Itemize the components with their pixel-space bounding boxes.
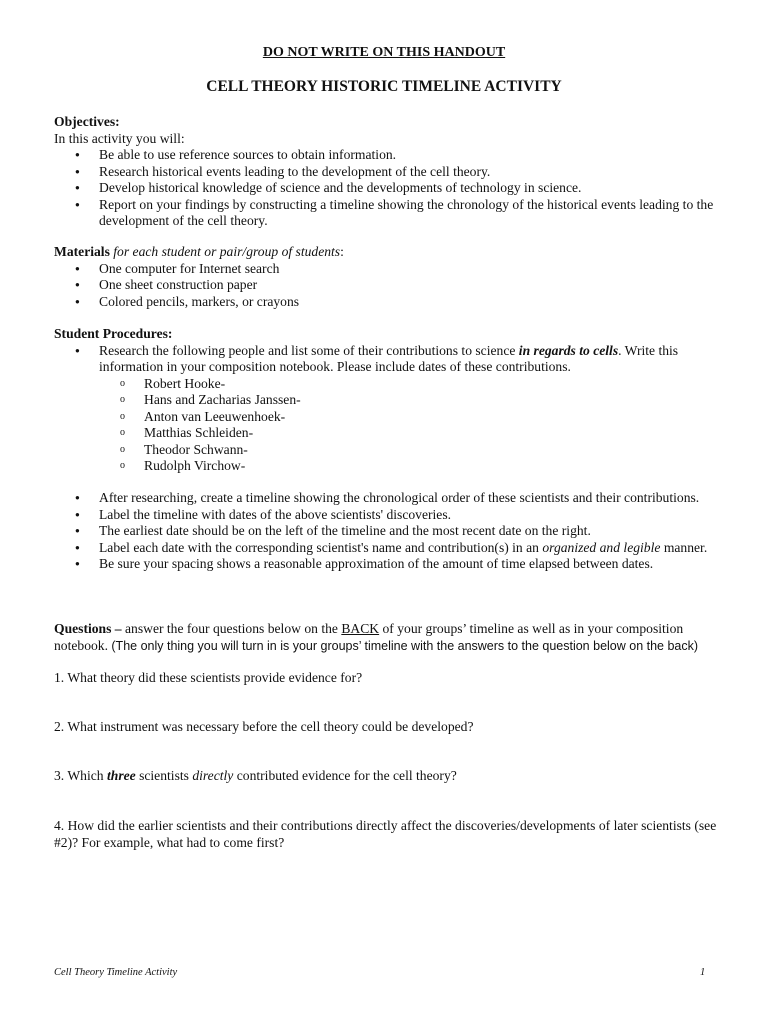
question-3 (54, 768, 724, 785)
step-text-end: manner. (660, 539, 708, 555)
question-4: 4. How did the earlier scientists and their contributions directly affect the discoveries/developments of later scientists (see #2)? For example, what had to come first? (54, 818, 717, 850)
q3-text-end: contributed evidence for the cell theory? (233, 768, 457, 783)
scientist-item: o Theodor Schwann- (54, 442, 724, 459)
scientist-item: o Anton van Leeuwenhoek- (54, 409, 724, 426)
questions-intro-text: answer the four questions below on the (121, 621, 342, 636)
materials-colon: : (340, 244, 344, 259)
back-emphasis: BACK (341, 621, 380, 636)
objectives-title: Objectives: (54, 114, 120, 129)
footer-title: Cell Theory Timeline Activity (54, 967, 178, 978)
materials-section (54, 244, 724, 310)
turn-in-note: (The only thing you will turn in is your groups’ timeline with the answers to the question below on the back) (111, 638, 699, 653)
material-item: ● Colored pencils, markers, or crayons (54, 294, 724, 311)
scientist-item: o Matthias Schleiden- (54, 425, 724, 442)
questions-intro (54, 621, 724, 654)
procedure-step: ● The earliest date should be on the left of the timeline and the most recent date on the right. (54, 523, 724, 540)
scientist-item: o Rudolph Virchow- (54, 458, 724, 475)
objective-item: ● Be able to use reference sources to obtain information. (54, 147, 724, 164)
objective-item: ● Develop historical knowledge of science and the developments of technology in science. (54, 180, 724, 197)
research-text: Research the following people and list some of their contributions to science (99, 342, 519, 358)
page-title: CELL THEORY HISTORIC TIMELINE ACTIVITY (206, 78, 562, 95)
procedure-step: ● Be sure your spacing shows a reasonable approximation of the amount of time elapsed between dates. (54, 556, 724, 573)
procedures-title: Student Procedures: (54, 326, 173, 341)
scientist-item: o Robert Hooke- (54, 376, 724, 393)
step-text: Label each date with the corresponding scientist's name and contribution(s) in an (99, 539, 543, 555)
q3-text-mid: scientists (135, 768, 193, 783)
page-number: 1 (700, 967, 706, 978)
material-item: ● One computer for Internet search (54, 261, 724, 278)
questions-label: Questions – (54, 621, 122, 636)
q3-italic: directly (192, 768, 234, 783)
do-not-write-warning: DO NOT WRITE ON THIS HANDOUT (262, 45, 506, 60)
research-emphasis: in regards to cells (518, 342, 619, 358)
question-2: 2. What instrument was necessary before the cell theory could be developed? (54, 719, 474, 734)
q3-bold: three (106, 768, 136, 783)
procedure-steps (54, 490, 724, 573)
materials-qualifier: for each student or pair/group of students (113, 244, 341, 259)
q3-text: 3. Which (54, 768, 107, 783)
objective-item: ● Report on your findings by constructing a timeline showing the chronology of the historical events leading to the development of the cell theory. (54, 197, 724, 230)
procedures-section (54, 326, 724, 475)
procedure-step: ● Label the timeline with dates of the above scientists' discoveries. (54, 507, 724, 524)
procedure-step: ● After researching, create a timeline showing the chronological order of these scientists and their contributions. (54, 490, 724, 507)
materials-title: Materials (54, 244, 110, 259)
step-emphasis: organized and legible (542, 539, 661, 555)
research-text-end: . Write this information in your composition notebook. Please include dates of these contributions. (99, 342, 679, 374)
scientist-item: o Hans and Zacharias Janssen- (54, 392, 724, 409)
objectives-intro: In this activity you will: (54, 130, 185, 146)
question-1: 1. What theory did these scientists provide evidence for? (54, 670, 363, 685)
questions-intro-text-2: of your groups’ timeline as well as in your composition notebook. (54, 621, 684, 653)
procedure-research (54, 343, 724, 376)
materials-heading (54, 244, 724, 261)
procedure-step (54, 540, 724, 557)
objectives-section (54, 114, 724, 230)
material-item: ● One sheet construction paper (54, 277, 724, 294)
objective-item: ● Research historical events leading to the development of the cell theory. (54, 164, 724, 181)
